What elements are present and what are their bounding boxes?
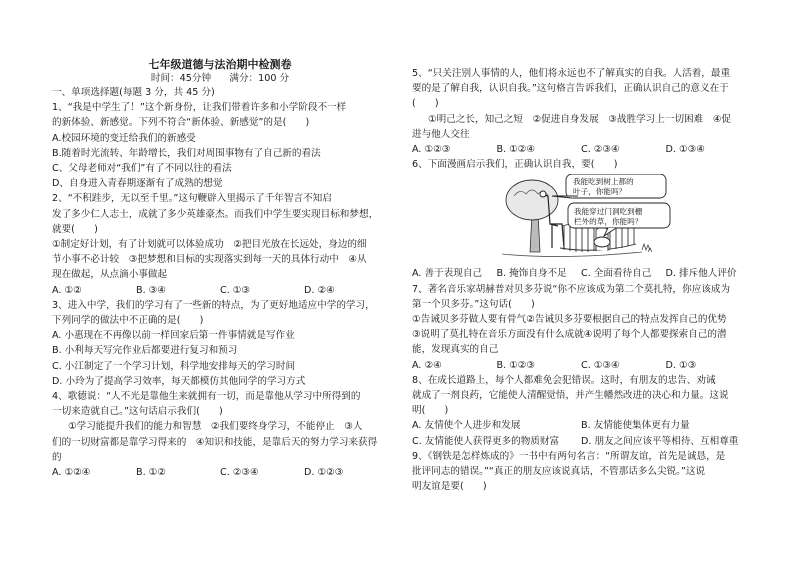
q4-option-d[interactable]: D. ①②③ [304, 467, 344, 479]
bubble-1-line: 我能吃到树上都的 [573, 177, 634, 187]
q8-option-a[interactable]: A. 友情使个人进步和发展 [412, 420, 521, 432]
right-column [412, 66, 750, 494]
q2-option-c[interactable]: C. ①③ [220, 284, 250, 296]
exam-title: 七年级道德与法治期中检测卷 [148, 58, 292, 71]
q5-stem-line: 要的是了解自我，认识自我。”这句格言告诉我们，正确认识自己的意义在于 [412, 83, 729, 95]
q4-stem-line: 一切来造就自己。”这句话启示我们( ) [52, 406, 223, 418]
q4-choice-line: ①学习能提升我们的能力和智慧 ②我们要终身学习，不能停止 ③人 [68, 421, 363, 433]
q8-option-b[interactable]: B. 友情能使集体更有力量 [581, 420, 690, 432]
question-9 [412, 449, 750, 495]
exam-meta [52, 72, 388, 85]
q2-choice-line: 现在做起，从点滴小事做起 [52, 269, 168, 281]
q5-option-a[interactable]: A. ①②③ [412, 144, 451, 156]
q5-option-b[interactable]: B. ①②④ [496, 144, 535, 156]
q4-option-a[interactable]: A. ①②④ [52, 467, 91, 479]
q4-choice-line: 的 [52, 451, 62, 463]
q9-stem-line: 批评同志的错误。”“真正的朋友应该说真话，不管那话多么尖锐。”这说 [412, 466, 706, 478]
q3-option-c[interactable]: C. 小江制定了一个学习计划，科学地安排每天的学习时间 [52, 360, 296, 372]
q1-option-b[interactable]: B.随着时光流转、年龄增长，我们对周围事物有了自己新的看法 [52, 147, 321, 159]
q8-options-row [412, 434, 750, 449]
q3-option-d[interactable]: D. 小玲为了提高学习效率，每天都模仿其他同学的学习方式 [52, 375, 306, 387]
q9-stem-line: 明友谊是要( ) [412, 481, 487, 493]
q4-options [52, 465, 388, 480]
question-7 [412, 282, 750, 373]
q6-option-a[interactable]: A. 善于表现自己 [412, 268, 483, 280]
q2-option-a[interactable]: A. ①② [52, 284, 82, 296]
q2-option-d[interactable]: D. ②④ [304, 284, 335, 296]
q8-options-row [412, 418, 750, 433]
q8-option-d[interactable]: D. 朋友之间应该平等相待、互相尊重 [581, 435, 739, 447]
cartoon-illustration [412, 174, 750, 262]
q8-stem-line: 8、在成长道路上，每个人都难免会犯错误。这时，有朋友的忠告、劝诫 [412, 374, 716, 386]
q1-stem-line: 的新体验、新感觉。下列不符合“新体验、新感觉”的是( ) [52, 117, 310, 129]
q6-option-b[interactable]: B. 掩饰自身不足 [496, 268, 567, 280]
q2-choice-line: 节小事不必计较 ③把梦想和目标的实现落实到每一天的具体行动中 ④从 [52, 254, 367, 266]
q1-option-a[interactable]: A.校园环境的变迁给我们的新感受 [52, 132, 196, 144]
q5-choice-line: ①明己之长，知己之短 ②促进自身发展 ③战胜学习上一切困难 ④促 [428, 113, 732, 125]
q3-option-a[interactable]: A. 小惠现在不再像以前一样回家后第一件事情就是写作业 [52, 330, 295, 342]
q2-options [52, 283, 388, 298]
tree-crown [506, 180, 558, 220]
q6-options [412, 266, 750, 281]
question-4 [52, 389, 388, 480]
exam-time: 时间：45分钟 [150, 73, 212, 84]
question-3 [52, 298, 388, 389]
q6-option-d[interactable]: D. 排斥他人评价 [665, 268, 737, 280]
q5-stem-line: 5、“只关注别人事情的人，他们将永远也不了解真实的自我。人活着，最重 [412, 68, 731, 79]
q7-choice-line: ③说明了莫扎特在音乐方面没有什么成就④说明了每个人都要探索自己的潜 [412, 329, 727, 341]
exam-score: 满分：100 分 [229, 73, 290, 84]
q7-choice-line: 能，发现真实的自己 [412, 344, 499, 356]
q6-option-c[interactable]: C. 全面看待自己 [581, 268, 652, 280]
question-6 [412, 157, 750, 281]
q3-stem-line: 3、进入中学，我们的学习有了一些新的特点，为了更好地适应中学的学习， [52, 299, 375, 311]
q2-choice-line: ①制定好计划，有了计划就可以体验成功 ②把目光放在长远处，身边的细 [52, 239, 367, 251]
q5-options [412, 142, 750, 157]
q4-choice-line: 们的一切财富都是靠学习得来的 ④知识和技能，是靠后天的努力学习来获得 [52, 436, 378, 448]
q8-stem-line: 就成了一剂良药，它能使人清醒觉悟，并产生幡然改进的决心和力量。这说 [412, 390, 729, 402]
q3-option-b[interactable]: B. 小利每天写完作业后都要进行复习和预习 [52, 345, 238, 357]
q4-stem-line: 4、歌德说：“人不光是靠他生来就拥有一切，而是靠他从学习中所得到的 [52, 391, 361, 403]
q2-option-b[interactable]: B. ③④ [136, 284, 166, 296]
bubble-1-line: 叶子，你能吗？ [573, 187, 627, 197]
q6-stem: 6、下面漫画启示我们，正确认识自我，要( ) [412, 159, 618, 171]
q9-stem-line: 9、《钢铁是怎样炼成的》一书中有两句名言：“所谓友谊，首先是诚恳，是 [412, 450, 726, 462]
q5-choice-line: 进与他人交往 [412, 128, 470, 140]
q2-stem-line: 就要( ) [52, 223, 98, 235]
q7-option-a[interactable]: A. ②④ [412, 359, 442, 371]
q3-stem-line: 下列同学的做法中不正确的是( ) [52, 315, 204, 327]
q7-stem-line: 第一个贝多芬。”这句话( ) [412, 298, 535, 310]
section-heading: 一、单项选择题(每题 3 分，共 45 分) [52, 87, 215, 98]
goat [594, 237, 610, 247]
q4-option-b[interactable]: B. ①② [136, 467, 166, 479]
bubble-2-line: 我能穿过门洞吃到栅 [574, 207, 643, 217]
bubble-2-line: 栏外的草，你能吗？ [574, 217, 643, 227]
q7-option-d[interactable]: D. ①③ [665, 359, 697, 371]
q2-stem-line: 发了多少仁人志士，成就了多少英雄豪杰。而我们中学生要实现目标和梦想， [52, 208, 379, 220]
q7-stem-line: 7、著名音乐家胡赫普对贝多芬说“你不应该成为第二个莫扎特，你应该成为 [412, 283, 731, 295]
q5-option-c[interactable]: C. ②③④ [581, 144, 620, 156]
cartoon-figure [412, 174, 750, 262]
q8-stem-line: 明( ) [412, 405, 449, 417]
q1-option-c[interactable]: C、父母老师对“我们”有了不同以往的看法 [52, 163, 232, 175]
q1-option-d[interactable]: D、自身进入青春期逐渐有了成熟的想觉 [52, 178, 223, 190]
q4-option-c[interactable]: C. ②③④ [220, 467, 259, 479]
q2-stem-line: 2、“不积跬步，无以至千里。”这句鞭辟入里揭示了千年智言不知启 [52, 193, 332, 205]
question-1 [52, 100, 388, 191]
q5-stem-line: ( ) [412, 98, 439, 110]
q7-choice-line: ①告诫贝多芬做人要有骨气②告诫贝多芬要根据自己的特点发挥自己的优势 [412, 314, 727, 326]
q7-option-b[interactable]: B. ①②③ [496, 359, 535, 371]
q1-stem-line: 1、“我是中学生了！”这个新身份，让我们带着许多和小学阶段不一样 [52, 102, 347, 114]
question-2 [52, 191, 388, 297]
question-5 [412, 66, 750, 157]
q7-options [412, 358, 750, 373]
question-8 [412, 373, 750, 449]
left-column [52, 58, 388, 480]
q5-option-d[interactable]: D. ①③④ [665, 144, 705, 156]
q7-option-c[interactable]: C. ①③④ [581, 359, 620, 371]
q8-option-c[interactable]: C. 友情能使人获得更多的物质财富 [412, 435, 560, 447]
